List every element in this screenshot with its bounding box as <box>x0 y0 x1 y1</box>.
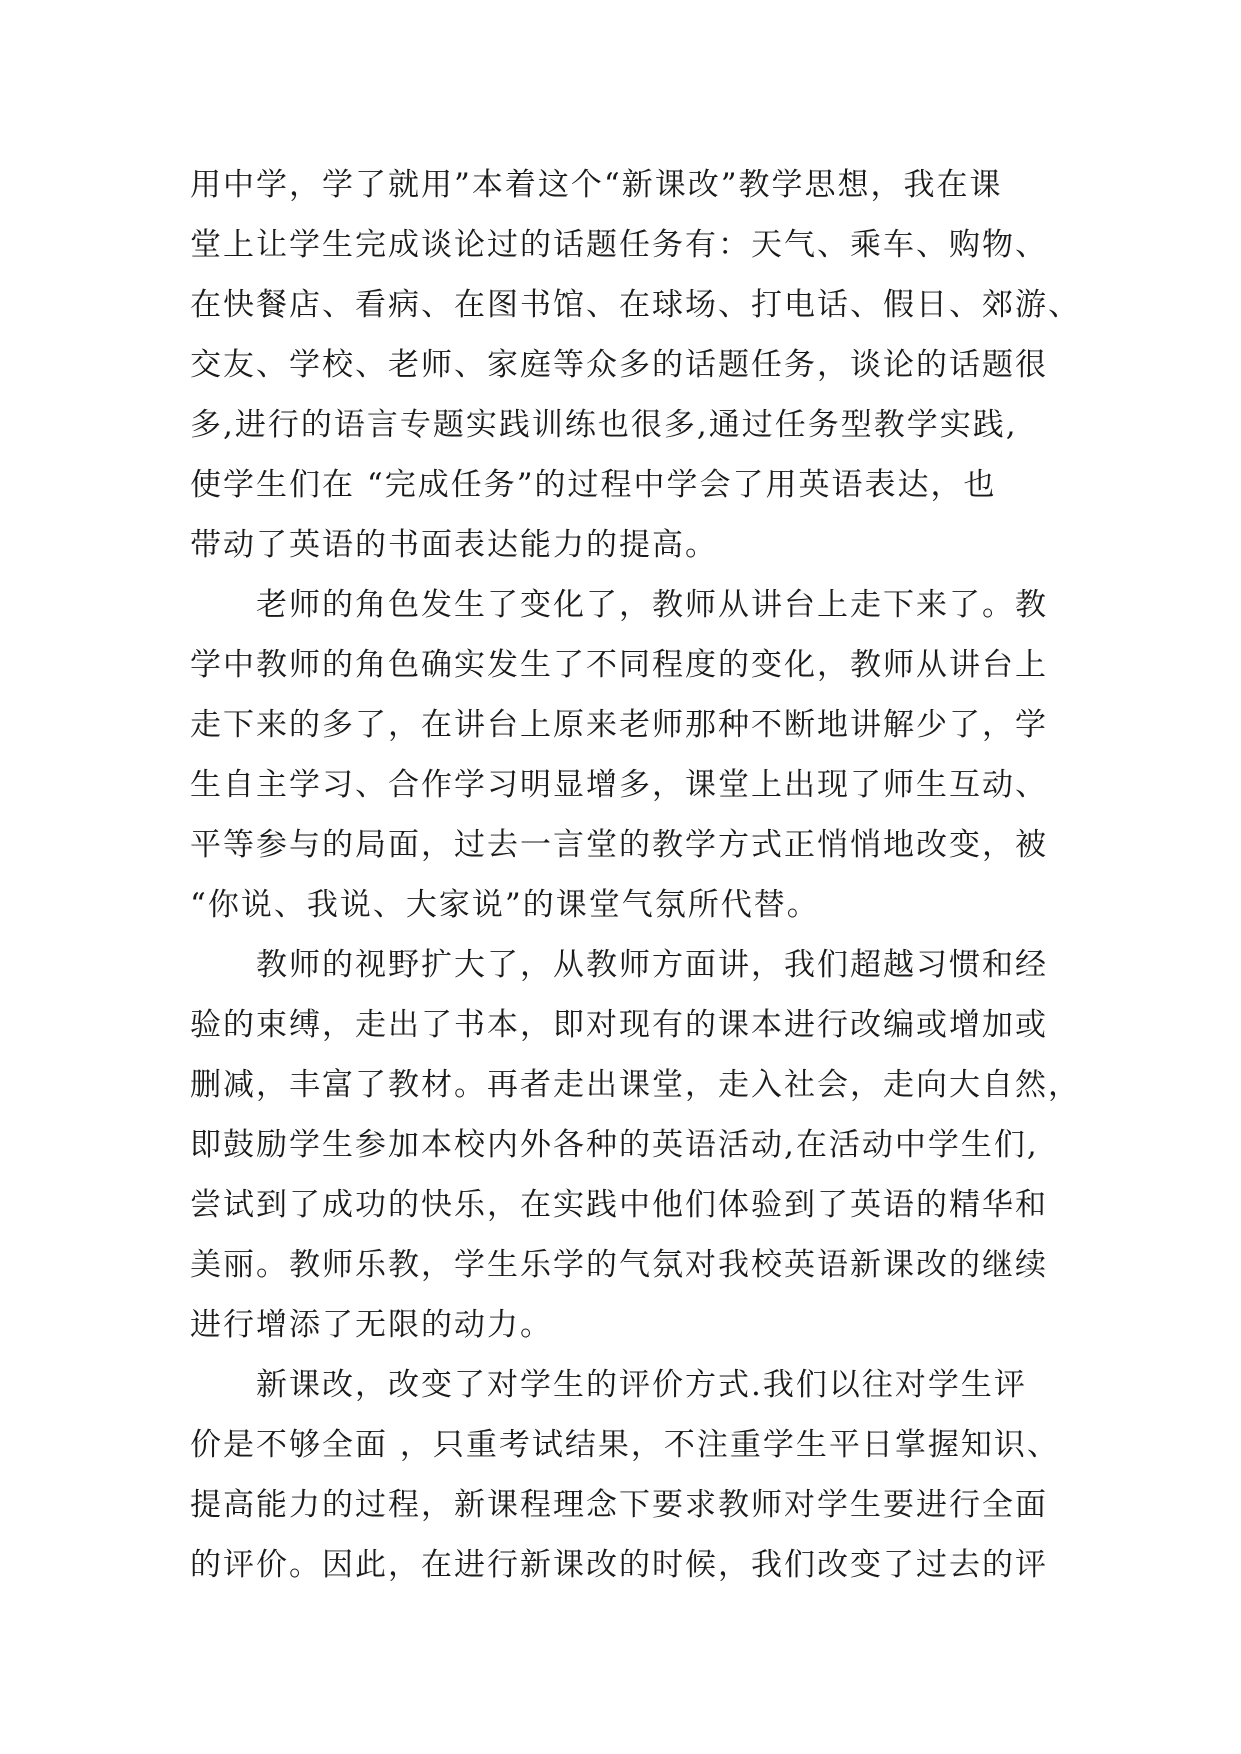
text-line: 堂上让学生完成谈论过的话题任务有：天气、乘车、购物、 <box>190 227 1048 263</box>
text-line: 多,进行的语言专题实践训练也很多,通过任务型教学实践, <box>190 407 1018 443</box>
text-line: 在快餐店、看病、在图书馆、在球场、打电话、假日、郊游、 <box>190 287 1081 323</box>
text-line: 删减，丰富了教材。再者走出课堂，走入社会，走向大自然， <box>190 1067 1081 1103</box>
text-line: 带动了英语的书面表达能力的提高。 <box>190 527 718 563</box>
body-text <box>190 155 1081 1595</box>
text-line: 走下来的多了，在讲台上原来老师那种不断地讲解少了，学 <box>190 707 1048 743</box>
text-line: 验的束缚，走出了书本，即对现有的课本进行改编或增加或 <box>190 1007 1048 1043</box>
text-line: 尝试到了成功的快乐，在实践中他们体验到了英语的精华和 <box>190 1187 1048 1223</box>
text-line: 生自主学习、合作学习明显增多，课堂上出现了师生互动、 <box>190 767 1048 803</box>
text-line: 平等参与的局面，过去一言堂的教学方式正悄悄地改变，被 <box>190 827 1048 863</box>
text-line: 新课改，改变了对学生的评价方式.我们以往对学生评 <box>190 1367 1027 1403</box>
text-line: 用中学，学了就用”本着这个“新课改”教学思想，我在课 <box>190 167 1003 203</box>
text-line: 提高能力的过程，新课程理念下要求教师对学生要进行全面 <box>190 1487 1048 1523</box>
text-line: 美丽。教师乐教，学生乐学的气氛对我校英语新课改的继续 <box>190 1247 1048 1283</box>
text-line: 价是不够全面 ，只重考试结果，不注重学生平日掌握知识、 <box>190 1427 1060 1463</box>
text-line: 教师的视野扩大了，从教师方面讲，我们超越习惯和经 <box>190 947 1048 983</box>
text-line: 使学生们在 “完成任务”的过程中学会了用英语表达，也 <box>190 467 997 503</box>
text-line: 的评价。因此，在进行新课改的时候，我们改变了过去的评 <box>190 1547 1048 1583</box>
text-line: “你说、我说、大家说”的课堂气氛所代替。 <box>190 887 820 923</box>
text-line: 交友、学校、老师、家庭等众多的话题任务，谈论的话题很 <box>190 347 1048 383</box>
text-line: 老师的角色发生了变化了，教师从讲台上走下来了。教 <box>190 587 1048 623</box>
text-line: 进行增添了无限的动力。 <box>190 1307 553 1343</box>
text-line: 学中教师的角色确实发生了不同程度的变化，教师从讲台上 <box>190 647 1048 683</box>
text-line: 即鼓励学生参加本校内外各种的英语活动,在活动中学生们, <box>190 1127 1039 1163</box>
